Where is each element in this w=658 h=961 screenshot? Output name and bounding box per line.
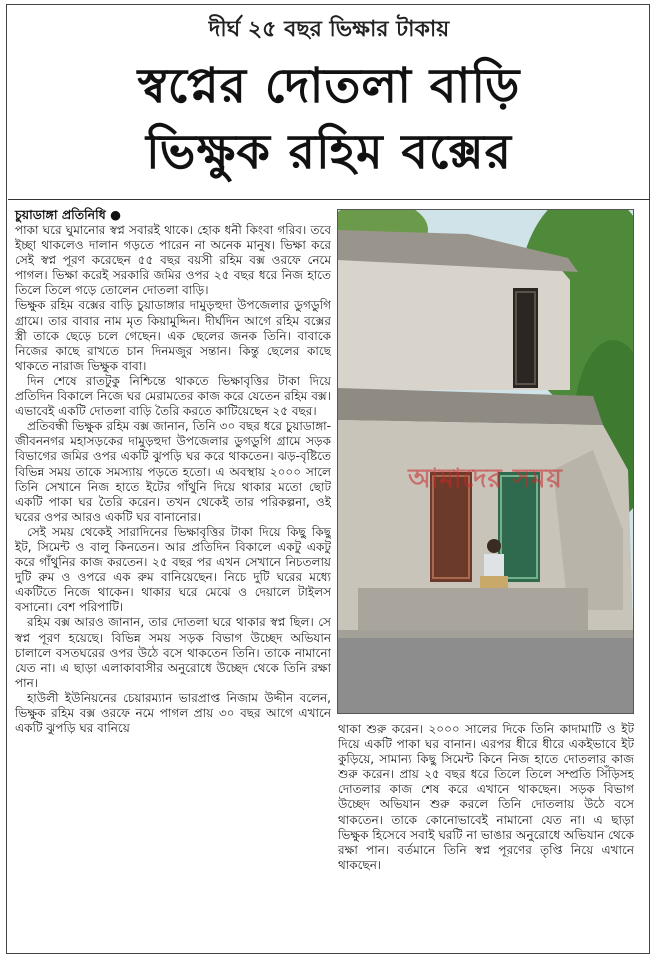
article-photo: [337, 209, 634, 714]
headline-line-2: ভিক্ষুক রহিম বক্সের: [145, 124, 513, 180]
paragraph: দিন শেষে রাতটুকু নিশ্চিন্তে থাকতে ভিক্ষাবৃত্তির টাকা দিয়ে প্রতিদিন বিকালে নিজে ঘর মেরামতের কাজ করে যেতেন রহিম বক্স। এভাবেই একটি দোতলা বাড়ি তৈরি করতে কাটিয়েছেন ২৫ বছর।: [15, 373, 331, 419]
right-column: [338, 722, 634, 944]
byline: চুয়াডাঙ্গা প্রতিনিধি ●: [15, 207, 121, 222]
paragraph: থাকা শুরু করেন। ২০০০ সালের দিকে তিনি কাদামাটি ও ইট দিয়ে একটি পাকা ঘর বানান। এরপর ধীরে ধীরে একইভাবে ইট কুড়িয়ে, সামান্য কিছু সিমেন্ট কিনে নিজ হাতে দোতলার কাজ শুরু করেন। প্রায় ২৫ বছর ধরে তিলে তিলে সম্প্রতি সিঁড়িসহ দোতলার কাজ শেষ করে এখানে থাকছেন। সড়ক বিভাগ উচ্ছেদ অভিযান শুরু করলে তিনি দোতলায় উঠে বসে থাকতেন। তাকে কোনোভাবেই নামানো যেত না। এ ছাড়া ভিক্ষুক হিসেবে সবাই ঘরটি না ভাঙার অনুরোধে অভিযান থেকে রক্ষা পান। বর্তমানে তিনি স্বপ্ন পূরণের তৃপ্তি নিয়ে এখানে থাকছেন।: [338, 722, 634, 872]
paragraph: হাউলী ইউনিয়নের চেয়ারম্যান ভারপ্রাপ্ত নিজাম উদ্দীন বলেন, ভিক্ষুক রহিম বক্স ওরফে নমে পাগল প্রায় ৩০ বছর আগে এখানে একটি ঝুপড়ি ঘর বানিয়ে: [15, 690, 331, 736]
paragraph: প্রতিবন্ধী ভিক্ষুক রহিম বক্স জানান, তিনি ৩০ বছর ধরে চুয়াডাঙ্গা-জীবননগর মহাসড়কের দামুড়হুদা উপজেলার ডুগডুগি গ্রামে সড়ক বিভাগের জমির ওপর একটি ঝুপড়ি ঘর করে থাকতেন। ঝড়-বৃষ্টিতে বিভিন্ন সময় তাকে সমস্যায় পড়তে হতো। এ অবস্থায় ২০০০ সালে তিনি সেখানে নিজ হাতে ইটের গাঁথুনি দিয়ে থাকার মতো ছোট একটি পাকা ঘর তৈরি করেন। তখন থেকেই তার পরিকল্পনা, ওই ঘরের ওপর আরও একটি ঘর বানানোর।: [15, 419, 331, 524]
headline-divider: [8, 199, 650, 200]
left-column: [15, 223, 331, 945]
paragraph: রহিম বক্স আরও জানান, তার দোতলা ঘরে থাকার স্বপ্ন ছিল। সে স্বপ্ন পূরণ হয়েছে। বিভিন্ন সময় সড়ক বিভাগ উচ্ছেদ অভিযান চালালে বসতঘরের ওপর উঠে বসে থাকতেন তিনি। তাকে নামানো যেত না। এ ছাড়া এলাকাবাসীর অনুরোধে উচ্ছেদ থেকে তিনি রক্ষা পান।: [15, 615, 331, 690]
headline-line-1: স্বপ্নের দোতলা বাড়ি: [137, 58, 521, 114]
kicker-headline: দীর্ঘ ২৫ বছর ভিক্ষার টাকায়: [208, 17, 450, 42]
paragraph: ভিক্ষুক রহিম বক্সের বাড়ি চুয়াডাঙ্গার দামুড়হুদা উপজেলার ডুগডুগি গ্রামে। তার বাবার নাম মৃত কিয়ামুদ্দিন। দীর্ঘদিন আগে রহিম বক্সের স্ত্রী তাকে ছেড়ে চলে গেছেন। এক ছেলের জনক তিনি। বাবাকে নিজের কাছে রাখতে চান দিনমজুর সন্তান। কিন্তু ছেলের কাছে থাকতে নারাজ ভিক্ষুক বাবা।: [15, 298, 331, 373]
photo-watermark: আমাদের সময়: [408, 464, 563, 494]
paragraph: সেই সময় থেকেই সারাদিনের ভিক্ষাবৃত্তির টাকা দিয়ে কিছু কিছু ইট, সিমেন্ট ও বালু কিনতেন। আর প্রতিদিন বিকালে একটু একটু করে গাঁথুনির কাজ করতেন। ২৫ বছর পর এখন সেখানে নিচতলায় দুটি রুম ও ওপরে এক রুম বানিয়েছেন। নিচে দুটি ঘরের মধ্যে একটিতে নিজে থাকেন। থাকার ঘরে মেঝে ও দেয়ালে টাইলস বসানো। বেশ পরিপাটি।: [15, 524, 331, 615]
paragraph: পাকা ঘরে ঘুমানোর স্বপ্ন সবারই থাকে। হোক ধনী কিংবা গরিব। তবে ইচ্ছা থাকলেও দালান গড়তে পারেন না অনেক মানুষ। ভিক্ষা করে সেই স্বপ্ন পূরণ করেছেন ৫৫ বছর বয়সী রহিম বক্স ওরফে নেমে পাগল। ভিক্ষা করেই সরকারি জমির ওপর ২৫ বছর ধরে নিজ হাতে তিলে তিলে গড়ে তোলেন দোতলা বাড়ি।: [15, 223, 331, 298]
